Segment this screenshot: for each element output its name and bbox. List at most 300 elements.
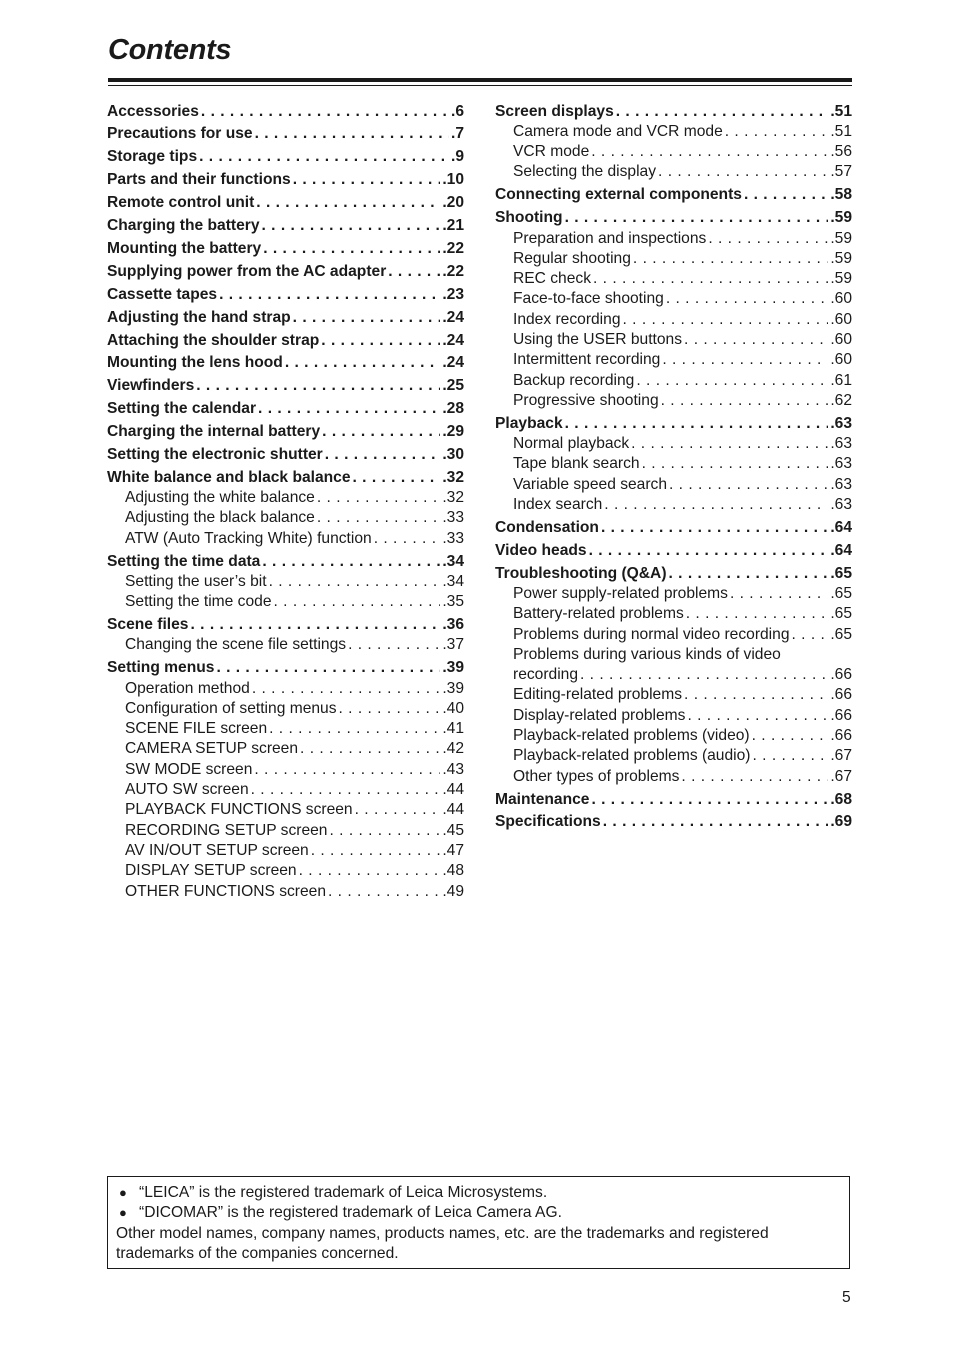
toc-entry-label: Connecting external components <box>495 186 742 204</box>
toc-entry-label: Parts and their functions <box>107 171 291 189</box>
toc-entry-label: Regular shooting <box>513 249 631 267</box>
page-number: 5 <box>842 1289 851 1306</box>
toc-subentry <box>495 350 852 370</box>
toc-entry-label: Adjusting the hand strap <box>107 308 291 326</box>
toc-entry-label: SW MODE screen <box>125 760 253 778</box>
toc-entry <box>107 285 464 305</box>
toc-entry-label: Mounting the lens hood <box>107 354 283 372</box>
toc-entry-label: Adjusting the black balance <box>125 509 315 527</box>
dot-leader <box>792 625 829 645</box>
toc-entry-label: OTHER FUNCTIONS screen <box>125 882 327 900</box>
dot-leader <box>708 229 828 249</box>
toc-entry-label: Charging the battery <box>107 217 260 235</box>
dot-leader <box>201 102 449 122</box>
title-rule-thin <box>108 85 852 86</box>
dot-leader <box>752 726 829 746</box>
toc-entry-label: ATW (Auto Tracking White) function <box>125 529 372 547</box>
toc-entry-page: .22 <box>442 239 464 257</box>
notice-bullet-text: “LEICA” is the registered trademark of Leica Microsystems. <box>139 1184 548 1201</box>
notice-bullet-text: “DICOMAR” is the registered trademark of Leica Camera AG. <box>139 1204 562 1222</box>
dot-leader <box>274 592 441 612</box>
toc-entry-page: .37 <box>442 636 464 654</box>
toc-entry-page: .33 <box>442 509 464 527</box>
toc-entry-label: RECORDING SETUP screen <box>125 821 328 839</box>
toc-entry-page: .33 <box>442 529 464 547</box>
dot-leader <box>686 604 829 624</box>
toc-entry-page: .56 <box>830 143 852 161</box>
toc-subentry <box>107 679 464 699</box>
toc-subentry <box>495 645 852 665</box>
toc-entry-label: Changing the scene file settings <box>125 636 347 654</box>
dot-leader <box>254 760 440 780</box>
toc-entry-page: .34 <box>442 572 464 590</box>
toc-entry-label: Operation method <box>125 679 250 697</box>
toc-left-column <box>107 99 464 902</box>
trademark-notice-box <box>107 1176 850 1269</box>
dot-leader <box>730 584 828 604</box>
dot-leader <box>589 541 829 561</box>
toc-entry-label: Supplying power from the AC adapter <box>107 262 387 280</box>
toc-entry-page: .67 <box>830 747 852 765</box>
toc-entry-page: .67 <box>830 767 852 785</box>
toc-entry-label: Normal playback <box>513 435 630 453</box>
toc-entry-page: .59 <box>830 249 852 267</box>
toc-subentry <box>495 685 852 705</box>
toc-entry <box>495 208 852 228</box>
dot-leader <box>348 635 440 655</box>
dot-leader <box>591 790 828 810</box>
bullet-icon: ● <box>119 1185 127 1200</box>
toc-entry-page: .7 <box>450 125 464 143</box>
toc-subentry <box>495 249 852 269</box>
toc-entry-label: Preparation and inspections <box>513 229 707 247</box>
toc-entry <box>107 331 464 351</box>
toc-subentry <box>495 475 852 495</box>
toc-entry-page: .20 <box>442 194 464 212</box>
toc-subentry <box>107 841 464 861</box>
toc-entry-page: .69 <box>830 813 852 831</box>
toc-entry <box>107 615 464 635</box>
bullet-icon: ● <box>119 1205 127 1221</box>
toc-entry-page: .25 <box>442 377 464 395</box>
dot-leader <box>219 285 440 305</box>
dot-leader <box>269 572 441 592</box>
toc-entry <box>107 353 464 373</box>
toc-subentry <box>495 269 852 289</box>
dot-leader <box>565 208 829 228</box>
toc-entry-page: .24 <box>442 331 464 349</box>
dot-leader <box>321 331 440 351</box>
toc-subentry <box>495 330 852 350</box>
toc-subentry <box>107 635 464 655</box>
dot-leader <box>642 454 829 474</box>
dot-leader <box>601 518 828 538</box>
toc-entry-label: Backup recording <box>513 371 635 389</box>
toc-entry-label: Battery-related problems <box>513 605 684 623</box>
toc-entry-page: .51 <box>830 122 852 140</box>
dot-leader <box>256 193 440 213</box>
toc-entry-page: .62 <box>830 391 852 409</box>
toc-entry-page: .63 <box>830 435 852 453</box>
toc-subentry <box>495 604 852 624</box>
toc-entry-page: .42 <box>442 740 464 758</box>
dot-leader <box>591 142 828 162</box>
toc-entry-page: .65 <box>830 584 852 602</box>
toc-entry-page: .29 <box>442 423 464 441</box>
toc-entry-label: Setting the calendar <box>107 400 257 418</box>
toc-subentry <box>107 739 464 759</box>
dot-leader <box>580 665 828 685</box>
toc-entry-label: Playback <box>495 414 563 432</box>
dot-leader <box>631 434 828 454</box>
toc-subentry <box>107 882 464 902</box>
toc-entry-page: .39 <box>442 679 464 697</box>
toc-entry-page: .48 <box>442 862 464 880</box>
dot-leader <box>329 821 440 841</box>
toc-entry-page: .22 <box>442 262 464 280</box>
toc-entry-label: Progressive shooting <box>513 391 659 409</box>
toc-entry <box>107 422 464 442</box>
dot-leader <box>269 719 440 739</box>
toc-entry-label: VCR mode <box>513 143 590 161</box>
toc-subentry <box>107 719 464 739</box>
toc-subentry <box>495 584 852 604</box>
toc-entry-label: Scene files <box>107 616 189 634</box>
toc-subentry <box>495 310 852 330</box>
toc-entry-page: .10 <box>442 171 464 189</box>
toc-entry-label: Accessories <box>107 102 199 120</box>
toc-entry-page: .23 <box>442 285 464 303</box>
dot-leader <box>299 861 441 881</box>
dot-leader <box>311 841 441 861</box>
toc-entry <box>107 170 464 190</box>
toc-subentry <box>107 780 464 800</box>
dot-leader <box>262 552 440 572</box>
toc-entry-label: Camera mode and VCR mode <box>513 122 723 140</box>
dot-leader <box>196 376 440 396</box>
notice-text: Other model names, company names, products names, etc. are the trademarks and registered trademarks of the companies concerned. <box>116 1224 769 1263</box>
toc-entry-label: PLAYBACK FUNCTIONS screen <box>125 801 353 819</box>
toc-entry-label: Using the USER buttons <box>513 331 683 349</box>
toc-entry <box>107 468 464 488</box>
toc-entry-label: Editing-related problems <box>513 686 683 704</box>
toc-subentry <box>107 760 464 780</box>
toc-entry-page: .66 <box>830 666 852 684</box>
toc-entry <box>495 564 852 584</box>
toc-entry-page: .60 <box>830 310 852 328</box>
toc-entry-label: recording <box>513 666 579 684</box>
toc-subentry <box>495 726 852 746</box>
toc-subentry <box>107 572 464 592</box>
dot-leader <box>355 800 441 820</box>
toc-entry-page: .49 <box>442 882 464 900</box>
toc-entry <box>107 399 464 419</box>
toc-entry <box>495 812 852 832</box>
toc-entry-label: AUTO SW screen <box>125 781 249 799</box>
toc-subentry <box>107 800 464 820</box>
dot-leader <box>623 310 829 330</box>
toc-entry-page: .51 <box>830 102 852 120</box>
dot-leader <box>616 102 829 122</box>
toc-entry-label: Index recording <box>513 310 621 328</box>
dot-leader <box>744 185 828 205</box>
toc-entry-label: White balance and black balance <box>107 468 351 486</box>
dot-leader <box>317 508 440 528</box>
dot-leader <box>328 882 440 902</box>
toc-entry-page: .66 <box>830 706 852 724</box>
toc-subentry <box>107 821 464 841</box>
toc-entry <box>495 790 852 810</box>
dot-leader <box>374 529 441 549</box>
toc-entry-page: .66 <box>830 727 852 745</box>
toc-entry-page: .66 <box>830 686 852 704</box>
toc-entry-page: .65 <box>830 625 852 643</box>
toc-entry <box>107 445 464 465</box>
toc-entry-page: .32 <box>442 489 464 507</box>
toc-entry-label: Selecting the display <box>513 163 657 181</box>
toc-entry-label: Setting menus <box>107 659 215 677</box>
toc-entry-label: Shooting <box>495 209 563 227</box>
toc-entry-label: Storage tips <box>107 148 198 166</box>
toc-entry-page: .35 <box>442 593 464 611</box>
toc-entry-page: .21 <box>442 217 464 235</box>
toc-entry-page: .40 <box>442 699 464 717</box>
toc-entry-label: AV IN/OUT SETUP screen <box>125 841 309 859</box>
toc-subentry <box>495 142 852 162</box>
toc-entry-label: Specifications <box>495 813 601 831</box>
dot-leader <box>633 249 828 269</box>
toc-subentry <box>495 665 852 685</box>
toc-entry-label: Viewfinders <box>107 377 195 395</box>
toc-entry-label: REC check <box>513 270 591 288</box>
toc-subentry <box>107 529 464 549</box>
dot-leader <box>662 350 828 370</box>
dot-leader <box>251 780 441 800</box>
toc-subentry <box>107 508 464 528</box>
toc-entry-page: .24 <box>442 354 464 372</box>
toc-entry-label: CAMERA SETUP screen <box>125 740 299 758</box>
dot-leader <box>190 615 440 635</box>
dot-leader <box>661 391 829 411</box>
notice-bullet-line <box>116 1203 841 1223</box>
toc-entry-page: .59 <box>830 229 852 247</box>
dot-leader <box>325 445 441 465</box>
dot-leader <box>684 685 828 705</box>
toc-entry-page: .59 <box>830 270 852 288</box>
toc-subentry <box>495 625 852 645</box>
dot-leader <box>199 147 449 167</box>
toc-entry <box>107 147 464 167</box>
toc-subentry <box>495 454 852 474</box>
toc-entry-page: .59 <box>830 209 852 227</box>
toc-entry-page: .60 <box>830 290 852 308</box>
dot-leader <box>339 699 441 719</box>
toc-entry-label: Mounting the battery <box>107 239 262 257</box>
toc-subentry <box>495 371 852 391</box>
toc-entry-label: Variable speed search <box>513 475 668 493</box>
toc-entry-label: SCENE FILE screen <box>125 720 268 738</box>
toc-entry-label: Configuration of setting menus <box>125 699 337 717</box>
toc-entry-label: Intermittent recording <box>513 351 661 369</box>
toc-entry-page: .63 <box>830 496 852 514</box>
toc-entry-page: .61 <box>830 371 852 389</box>
toc-subentry <box>495 122 852 142</box>
toc-entry-page: .65 <box>830 564 852 582</box>
toc-subentry <box>495 434 852 454</box>
toc-entry-label: Attaching the shoulder strap <box>107 331 320 349</box>
toc-subentry <box>495 746 852 766</box>
dot-leader <box>255 124 449 144</box>
dot-leader <box>293 170 441 190</box>
toc-entry-page: .34 <box>442 552 464 570</box>
toc-entry-label: Video heads <box>495 541 587 559</box>
toc-entry-label: Remote control unit <box>107 194 255 212</box>
dot-leader <box>658 162 828 182</box>
dot-leader <box>285 353 440 373</box>
dot-leader <box>593 269 828 289</box>
dot-leader <box>353 468 441 488</box>
dot-leader <box>216 658 440 678</box>
toc-subentry <box>107 592 464 612</box>
toc-entry-label: Maintenance <box>495 790 590 808</box>
toc-entry-label: Condensation <box>495 518 599 536</box>
toc-entry-page: .39 <box>442 659 464 677</box>
toc-entry-page: .60 <box>830 351 852 369</box>
toc-entry-page: .63 <box>830 455 852 473</box>
toc-entry-label: Setting the time data <box>107 552 261 570</box>
toc-entry-label: Playback-related problems (audio) <box>513 747 751 765</box>
toc-entry <box>107 216 464 236</box>
toc-entry-label: Tape blank search <box>513 455 640 473</box>
dot-leader <box>753 746 829 766</box>
toc-entry-label: Setting the electronic shutter <box>107 445 323 463</box>
toc-entry-label: Cassette tapes <box>107 285 218 303</box>
toc-entry <box>107 376 464 396</box>
toc-entry-page: .64 <box>830 541 852 559</box>
toc-entry-label: Screen displays <box>495 102 614 120</box>
toc-entry-label: Playback-related problems (video) <box>513 727 750 745</box>
toc-subentry <box>495 289 852 309</box>
dot-leader <box>684 330 828 350</box>
toc-entry-label: Setting the time code <box>125 593 272 611</box>
toc-entry-label: Problems during normal video recording <box>513 625 790 643</box>
toc-entry-page: .41 <box>442 720 464 738</box>
toc-subentry <box>495 767 852 787</box>
toc-entry-page: .63 <box>830 414 852 432</box>
dot-leader <box>669 564 829 584</box>
toc-entry <box>107 239 464 259</box>
dot-leader <box>258 399 440 419</box>
toc-entry <box>495 102 852 122</box>
toc-entry <box>107 552 464 572</box>
dot-leader <box>636 371 828 391</box>
toc-entry <box>107 102 464 122</box>
toc-entry-page: .28 <box>442 400 464 418</box>
toc-entry-label: Index search <box>513 496 603 514</box>
dot-leader <box>666 289 828 309</box>
toc-entry-label: Troubleshooting (Q&A) <box>495 564 667 582</box>
toc-subentry <box>495 229 852 249</box>
toc-entry-page: .30 <box>442 445 464 463</box>
toc-entry <box>495 414 852 434</box>
notice-bullet-line <box>116 1183 841 1203</box>
dot-leader <box>669 475 828 495</box>
toc-entry-label: Precautions for use <box>107 125 253 143</box>
toc-entry <box>495 185 852 205</box>
toc-entry-page: .45 <box>442 821 464 839</box>
toc-entry <box>495 541 852 561</box>
dot-leader <box>322 422 440 442</box>
toc-subentry <box>495 495 852 515</box>
toc-subentry <box>107 488 464 508</box>
toc-entry <box>107 124 464 144</box>
title-rule-thick <box>108 78 852 82</box>
dot-leader <box>687 706 828 726</box>
toc-entry-label: Power supply-related problems <box>513 584 728 602</box>
toc-entry-page: .65 <box>830 605 852 623</box>
toc-entry-page: .60 <box>830 331 852 349</box>
toc-entry <box>495 518 852 538</box>
toc-subentry <box>495 391 852 411</box>
toc-entry-page: .47 <box>442 841 464 859</box>
toc-entry-label: Face-to-face shooting <box>513 290 664 308</box>
toc-subentry <box>495 706 852 726</box>
toc-entry <box>107 658 464 678</box>
toc-entry-page: .36 <box>442 616 464 634</box>
dot-leader <box>300 739 440 759</box>
toc-entry-label: Other types of problems <box>513 767 680 785</box>
toc-entry <box>107 262 464 282</box>
toc-entry-label: Adjusting the white balance <box>125 489 315 507</box>
toc-entry-label: Setting the user’s bit <box>125 572 267 590</box>
toc-subentry <box>107 861 464 881</box>
toc-entry-page: .32 <box>442 468 464 486</box>
toc-entry-page: .57 <box>830 163 852 181</box>
dot-leader <box>603 812 829 832</box>
dot-leader <box>565 414 829 434</box>
toc-entry-page: .64 <box>830 518 852 536</box>
toc-entry-page: .24 <box>442 308 464 326</box>
toc-entry-page: .63 <box>830 475 852 493</box>
toc-entry-page: .44 <box>442 801 464 819</box>
dot-leader <box>604 495 828 515</box>
page-title: Contents <box>108 34 232 66</box>
toc-subentry <box>107 699 464 719</box>
dot-leader <box>263 239 440 259</box>
toc-entry-page: .9 <box>450 148 464 166</box>
toc-entry <box>107 193 464 213</box>
toc-subentry <box>495 162 852 182</box>
toc-entry-page: .44 <box>442 781 464 799</box>
toc-entry-page: .6 <box>450 102 464 120</box>
dot-leader <box>388 262 440 282</box>
dot-leader <box>262 216 441 236</box>
toc-entry <box>107 308 464 328</box>
toc-right-column <box>495 99 852 833</box>
dot-leader <box>681 767 828 787</box>
dot-leader <box>293 308 441 328</box>
toc-entry-label: Display-related problems <box>513 706 686 724</box>
toc-entry-page: .43 <box>442 760 464 778</box>
toc-entry-page: .68 <box>830 790 852 808</box>
dot-leader <box>252 679 440 699</box>
toc-entry-label: Charging the internal battery <box>107 423 321 441</box>
dot-leader <box>725 122 829 142</box>
toc-entry-label: DISPLAY SETUP screen <box>125 862 297 880</box>
dot-leader <box>317 488 440 508</box>
toc-entry-label: Problems during various kinds of video <box>513 645 781 663</box>
toc-entry-page: .58 <box>830 186 852 204</box>
